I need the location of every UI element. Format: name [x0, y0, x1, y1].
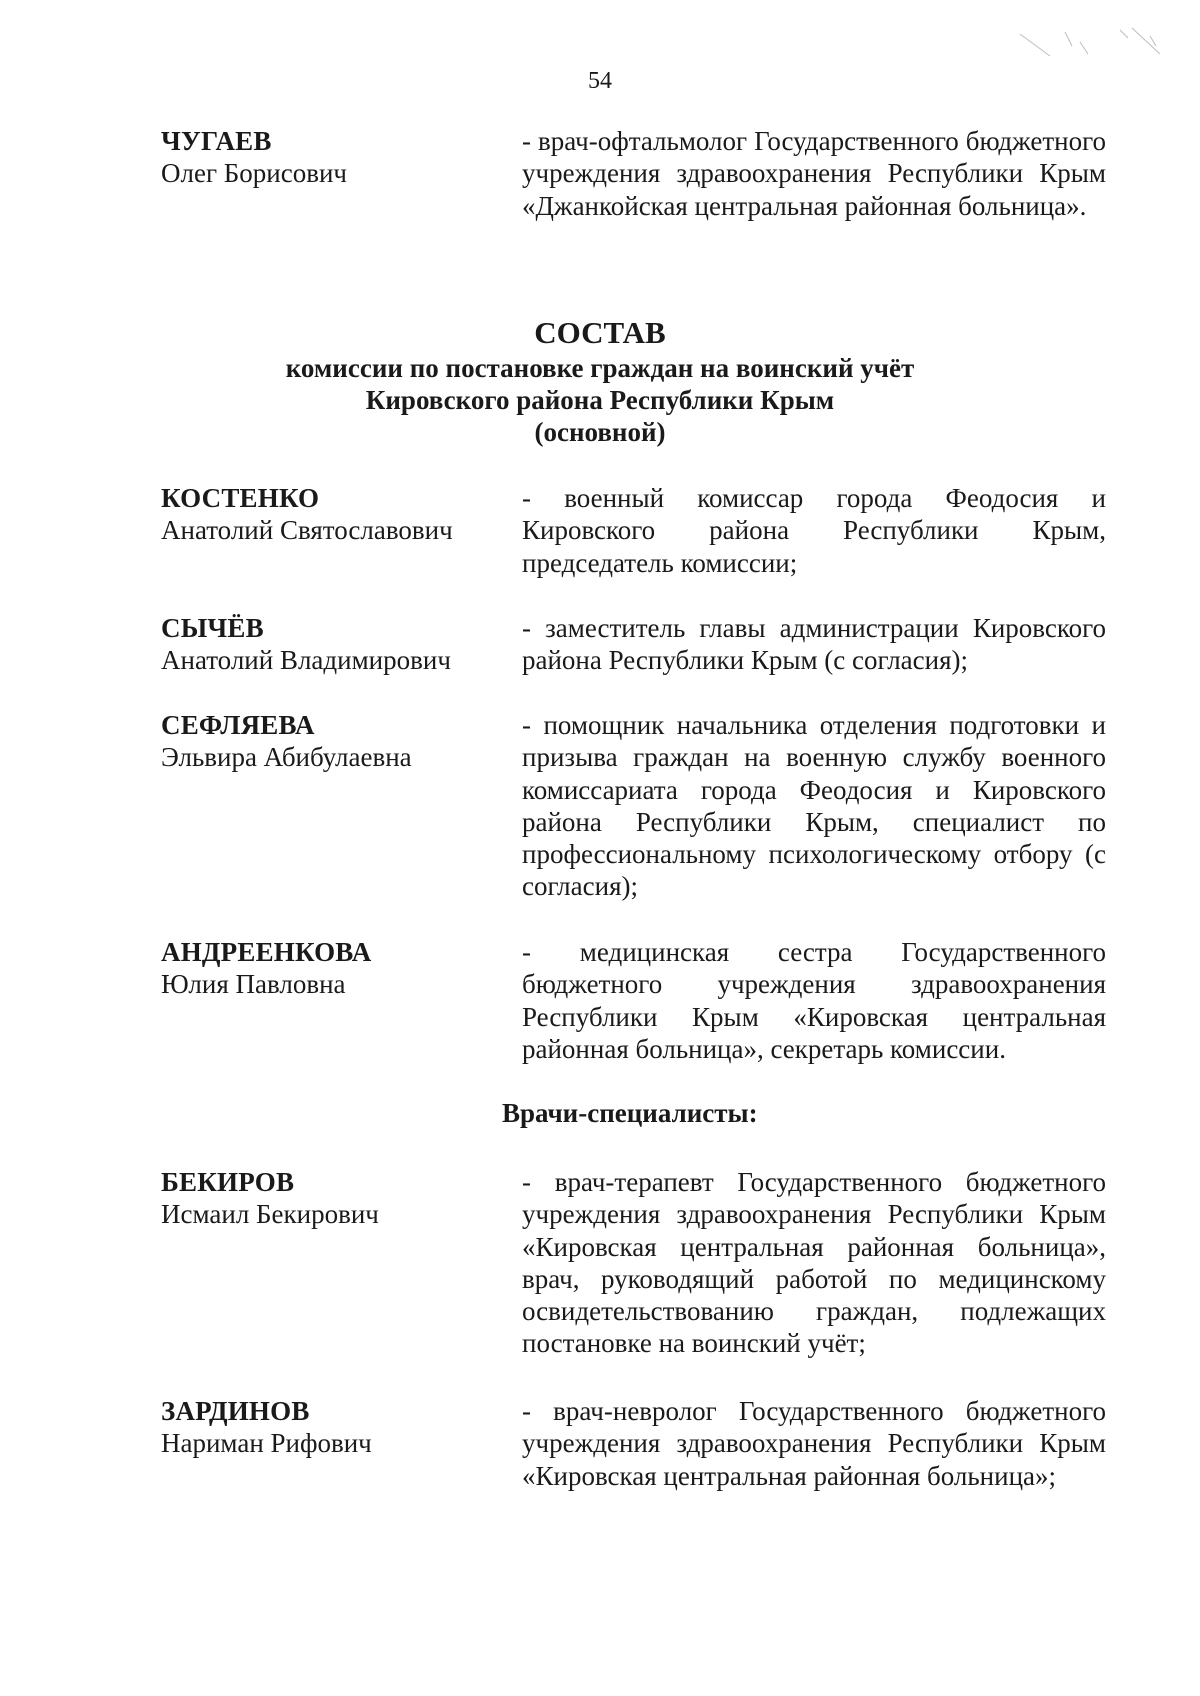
member-surname: ЧУГАЕВ	[161, 126, 272, 156]
member-given-name: Эльвира Абибулаевна	[161, 742, 412, 772]
scan-artifact-marks	[1010, 24, 1180, 64]
member-surname: БЕКИРОВ	[161, 1167, 295, 1197]
member-surname: АНДРЕЕНКОВА	[161, 937, 372, 967]
member-role: - заместитель главы администрации Кировского района Республики Крым (с согласия);	[522, 613, 1106, 676]
member-role: - медицинская сестра Государственного бюджетного учреждения здравоохранения Республики Крым «Кировская центральная районная больница», секретарь комиссии.	[522, 937, 1106, 1064]
member-role: - врач-невролог Государственного бюджетного учреждения здравоохранения Республики Крым «Кировская центральная районная больница»;	[522, 1396, 1106, 1491]
member-surname: СЫЧЁВ	[161, 613, 264, 643]
member-role: - врач-офтальмолог Государственного бюджетного учреждения здравоохранения Республики Крым «Джанкойская центральная районная больница».	[522, 126, 1106, 221]
heading-line-1: комиссии по постановке граждан на воинский учёт	[285, 353, 915, 383]
heading-line-2: Кировского района Республики Крым	[365, 385, 835, 415]
member-surname: ЗАРДИНОВ	[161, 1396, 310, 1426]
member-role: - врач-терапевт Государственного бюджетного учреждения здравоохранения Республики Крым «Кировская центральная районная больница», врач, руководящий работой по медицинскому освидетельствованию граждан, подлежащих постановке на воинский учёт;	[522, 1167, 1106, 1359]
member-role: - военный комиссар города Феодосия и Кировского района Республики Крым, председатель комиссии;	[522, 483, 1106, 578]
member-given-name: Нариман Рифович	[161, 1428, 372, 1458]
member-surname: КОСТЕНКО	[161, 483, 320, 513]
page-number: 54	[588, 68, 612, 94]
member-given-name: Исмаил Бекирович	[161, 1199, 379, 1229]
member-surname: СЕФЛЯЕВА	[161, 710, 315, 740]
member-role: - помощник начальника отделения подготовки и призыва граждан на военную службу военного комиссариата города Феодосия и Кировского района Республики Крым, специалист по профессиональному психологическому отбору (с согласия);	[522, 710, 1106, 902]
document-title: СОСТАВ	[534, 315, 666, 350]
member-given-name: Анатолий Владимирович	[161, 645, 451, 675]
specialists-heading: Врачи-специалисты:	[502, 1098, 758, 1128]
heading-line-3: (основной)	[534, 417, 666, 447]
member-given-name: Юлия Павловна	[161, 969, 346, 999]
member-given-name: Олег Борисович	[161, 158, 347, 188]
member-given-name: Анатолий Святославович	[161, 515, 453, 545]
